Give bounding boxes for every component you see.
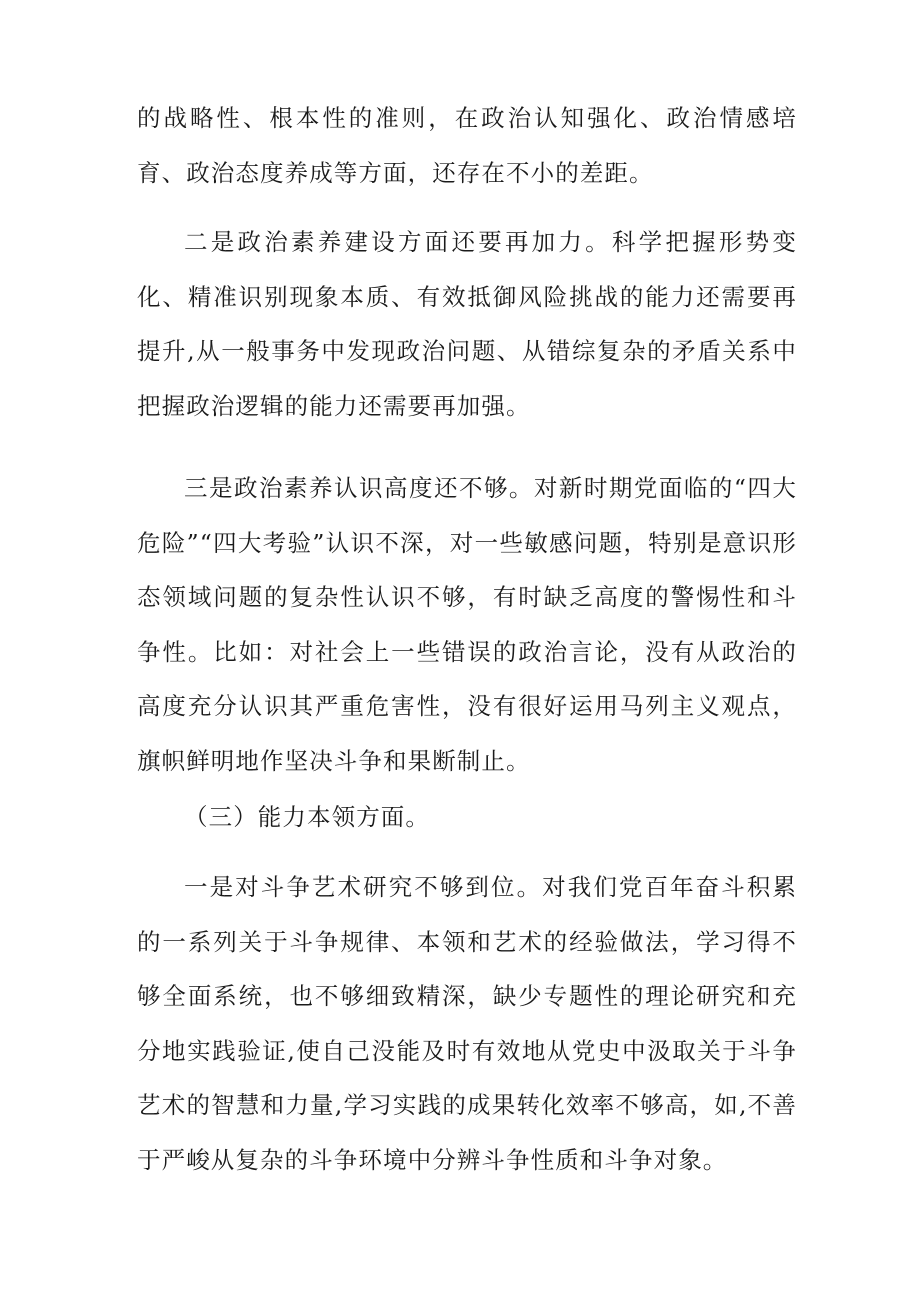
paragraph-continuation: 的战略性、根本性的准则，在政治认知强化、政治情感培育、政治态度养成等方面，还存在不小的差距。 [137, 104, 797, 187]
paragraph-political-awareness-height: 三是政治素养认识高度还不够。对新时期党面临的“四大危险”“四大考验”认识不深，对一些敏感问题，特别是意识形态领域问题的复杂性认识不够，有时缺乏高度的警惕性和斗争性。比如：对社会上一些错误的政治言论，没有从政治的高度充分认识其严重危害性，没有很好运用马列主义观点，旗帜鲜明地作坚决斗争和果断制止。 [137, 474, 797, 775]
paragraph-political-literacy-building: 二是政治素养建设方面还要再加力。科学把握形势变化、精准识别现象本质、有效抵御风险挑战的能力还需要再提升,从一般事务中发现政治问题、从错综复杂的矛盾关系中把握政治逻辑的能力还需要再加强。 [137, 228, 797, 420]
section-heading-ability: （三）能力本领方面。 [184, 803, 430, 831]
paragraph-struggle-art-research: 一是对斗争艺术研究不够到位。对我们党百年奋斗积累的一系列关于斗争规律、本领和艺术的经验做法，学习得不够全面系统，也不够细致精深，缺少专题性的理论研究和充分地实践验证,使自己没能及时有效地从党史中汲取关于斗争艺术的智慧和力量,学习实践的成果转化效率不够高，如,不善于严峻从复杂的斗争环境中分辨斗争性质和斗争对象。 [137, 873, 797, 1174]
